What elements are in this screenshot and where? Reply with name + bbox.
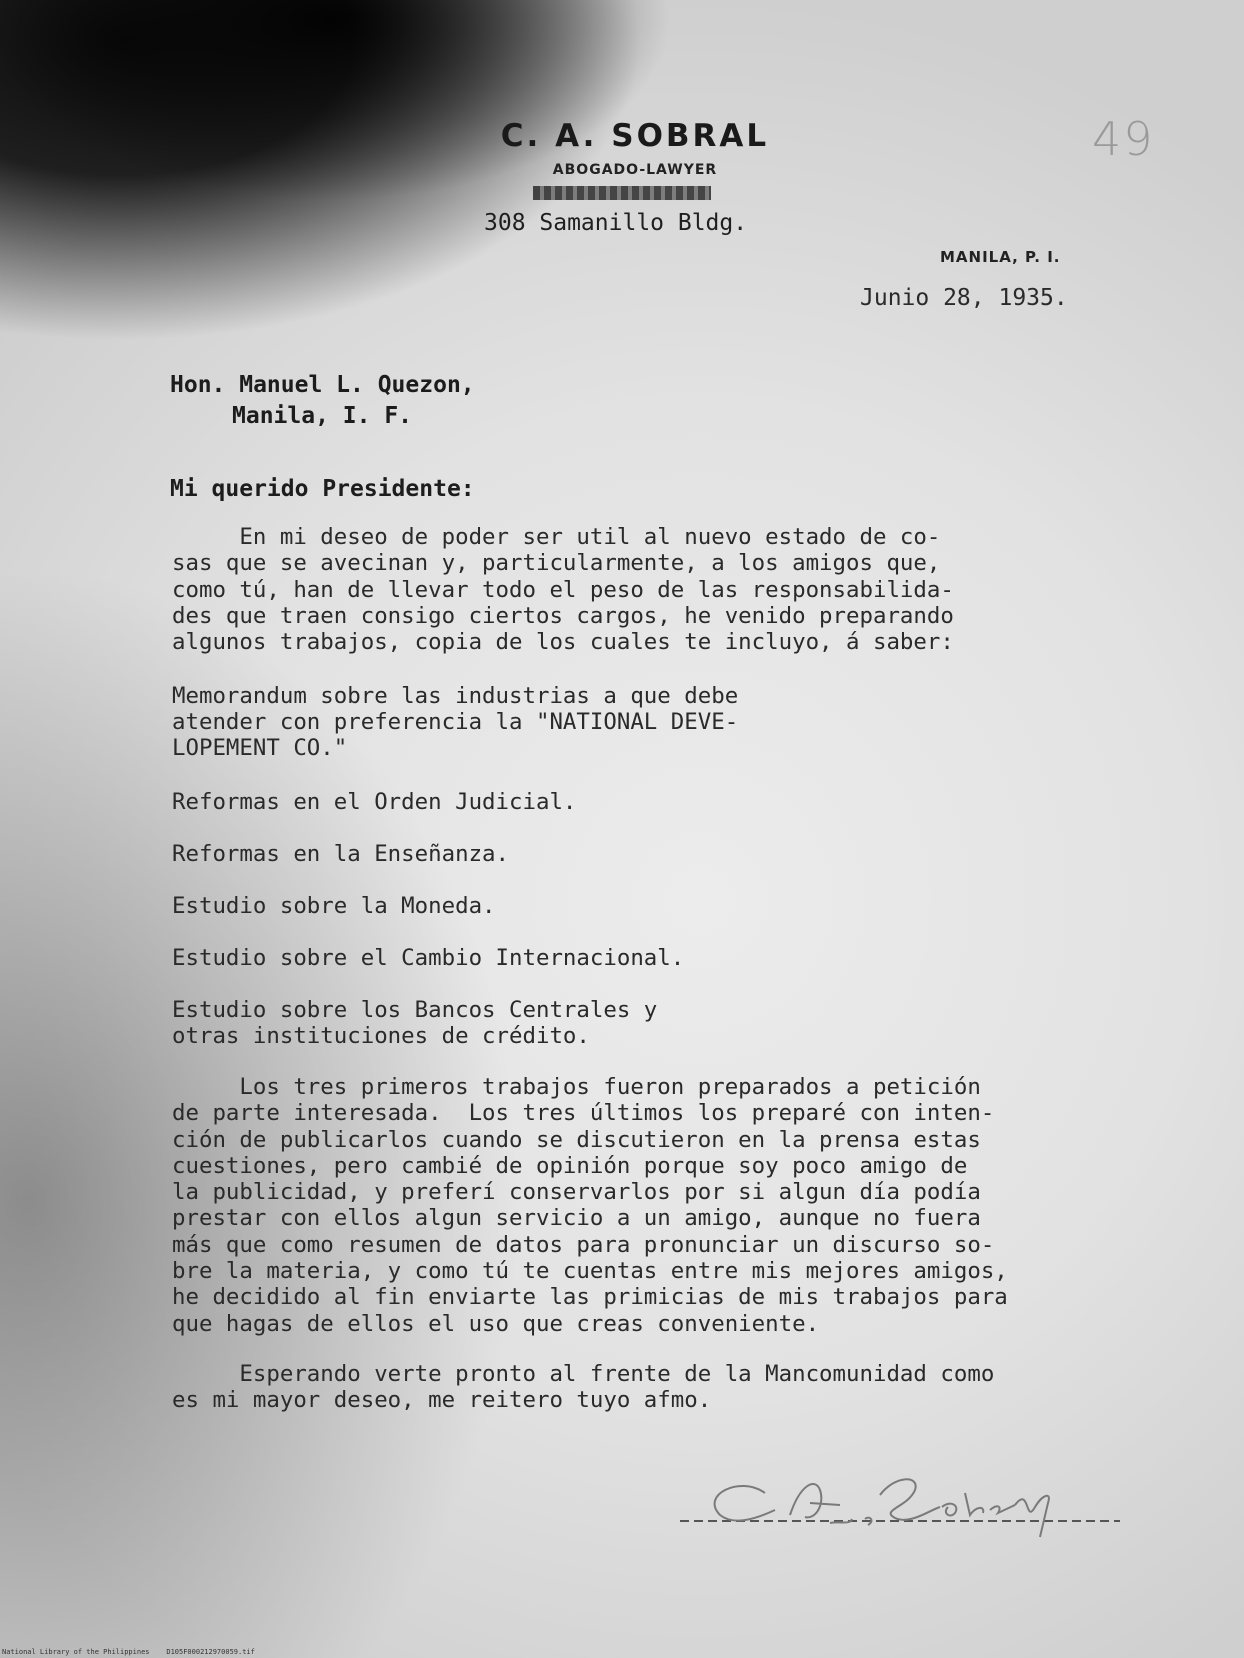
addressee-line-2: Manila, I. F. <box>232 403 413 429</box>
letterhead-name: C. A. SOBRAL <box>500 118 770 154</box>
letterhead-city: MANILA, P. I. <box>940 248 1061 266</box>
letterhead-title: ABOGADO-LAWYER <box>552 162 718 178</box>
handwritten-page-number: 49 <box>1092 112 1155 166</box>
enclosure-item-3: Reformas en la Enseñanza. <box>172 841 510 867</box>
closing-paragraph: Esperando verte pronto al frente de la Mancomunidad como es mi mayor deseo, me reitero tuyo afmo. <box>172 1361 995 1414</box>
enclosure-item-1: Memorandum sobre las industrias a que debe atender con preferencia la "NATIONAL DEVE- LOPEMENT CO." <box>172 683 739 761</box>
body-paragraph-1: En mi deseo de poder ser util al nuevo estado de co- sas que se avecinan y, particularmente, a los amigos que, como tú, han de llevar todo el peso de las responsabilida- des que traen consigo ciertos cargos, he venido preparando algunos trabajos, copia de los cuales te incluyo, á saber: <box>172 524 954 656</box>
body-paragraph-2: Los tres primeros trabajos fueron preparados a petición de parte interesada. Los tres últimos los preparé con inten- ción de publicarlos cuando se discutieron en la prensa estas cuestiones, pero cambié de opinión porque soy poco amigo de la publicidad, y preferí conservarlos por si algun día podía prestar con ellos algun servicio a un amigo, aunque no fuera más que como resumen de datos para pronunciar un discurso so- bre la materia, y como tú te cuentas entre mis mejores amigos, he decidido al fin enviarte las primicias de mis trabajos para que hagas de ellos el uso que creas conveniente. <box>172 1074 1008 1337</box>
struck-out-address <box>533 186 711 200</box>
enclosure-item-2: Reformas en el Orden Judicial. <box>172 789 577 815</box>
enclosure-item-4: Estudio sobre la Moneda. <box>172 893 496 919</box>
letter-date: Junio 28, 1935. <box>860 285 1068 311</box>
enclosure-item-6: Estudio sobre los Bancos Centrales y otras instituciones de crédito. <box>172 997 658 1049</box>
handwritten-signature <box>680 1455 1120 1545</box>
addressee-line-1: Hon. Manuel L. Quezon, <box>170 372 475 398</box>
addressee <box>170 370 475 432</box>
salutation: Mi querido Presidente: <box>170 476 475 502</box>
letterhead-address: 308 Samanillo Bldg. <box>484 210 748 236</box>
enclosure-item-5: Estudio sobre el Cambio Internacional. <box>172 945 685 971</box>
archive-footer: National Library of the Philippines D105F000212970059.tif <box>2 1648 255 1656</box>
letterhead <box>440 118 830 178</box>
